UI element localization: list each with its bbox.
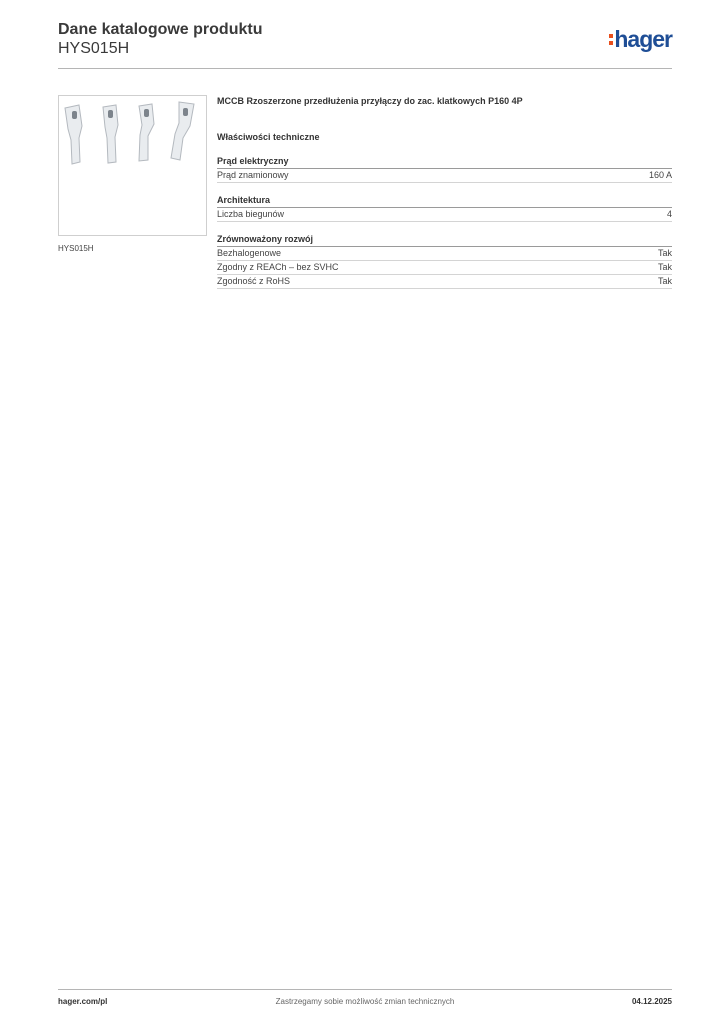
footer-divider xyxy=(58,989,672,990)
product-description: MCCB Rzoszerzone przedłużenia przyłączy do zac. klatkowych P160 4P xyxy=(217,96,523,106)
footer-site-link[interactable]: hager.com/pl xyxy=(58,997,108,1006)
page-footer xyxy=(58,997,672,1011)
spec-row xyxy=(217,275,672,289)
product-code: HYS015H xyxy=(58,40,130,57)
logo-text: hager xyxy=(614,25,672,52)
spec-group-electric-current xyxy=(217,155,672,183)
spec-label: Bezhalogenowe xyxy=(217,248,282,258)
spec-row xyxy=(217,169,672,183)
spec-value: Tak xyxy=(657,262,672,272)
product-image xyxy=(58,95,207,236)
page-header xyxy=(58,20,672,68)
product-image-caption: HYS015H xyxy=(58,244,94,253)
spec-group-title: Architektura xyxy=(217,194,672,208)
spec-row xyxy=(217,247,672,261)
document-title: Dane katalogowe produktu xyxy=(58,21,263,38)
hager-logo xyxy=(609,26,672,52)
footer-disclaimer: Zastrzegamy sobie możliwość zmian technicznych xyxy=(275,997,455,1006)
header-divider xyxy=(58,68,672,69)
spec-row xyxy=(217,208,672,222)
spec-row xyxy=(217,261,672,275)
spec-panel xyxy=(217,94,672,289)
spec-value: 4 xyxy=(666,209,672,219)
spec-label: Zgodny z REACh – bez SVHC xyxy=(217,262,339,272)
spec-group-title: Prąd elektryczny xyxy=(217,155,672,169)
busbar-extension-terminals-icon xyxy=(59,96,206,235)
spec-label: Prąd znamionowy xyxy=(217,170,289,180)
spec-label: Liczba biegunów xyxy=(217,209,285,219)
footer-date: 04.12.2025 xyxy=(631,997,672,1006)
spec-label: Zgodność z RoHS xyxy=(217,276,291,286)
spec-group-title: Zrównoważony rozwój xyxy=(217,233,672,247)
spec-group-architecture xyxy=(217,194,672,222)
section-technical-properties: Właściwości techniczne xyxy=(217,132,320,142)
spec-group-sustainability xyxy=(217,233,672,289)
spec-value: 160 A xyxy=(648,170,672,180)
spec-value: Tak xyxy=(657,276,672,286)
logo-dots-icon xyxy=(609,34,613,45)
spec-value: Tak xyxy=(657,248,672,258)
